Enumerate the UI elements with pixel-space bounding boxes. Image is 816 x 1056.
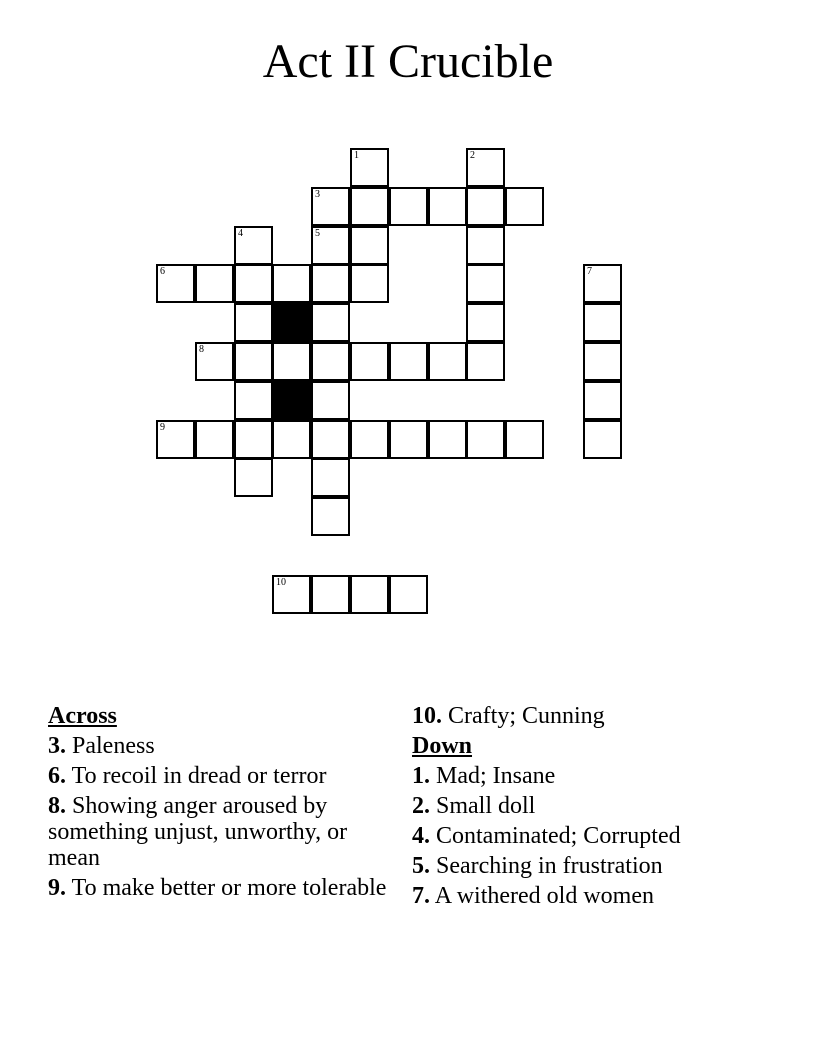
grid-cell[interactable]: [350, 148, 389, 187]
clue-number: 6.: [48, 763, 66, 789]
grid-cell[interactable]: [234, 381, 273, 420]
grid-cell[interactable]: [272, 420, 311, 459]
grid-cell[interactable]: [311, 420, 350, 459]
clue-text: A withered old women: [434, 883, 654, 909]
clue-number: 3.: [48, 733, 66, 759]
cell-number: 2: [470, 150, 475, 161]
clue-number: 9.: [48, 875, 66, 901]
black-square: [272, 303, 311, 342]
across-heading: Across: [48, 703, 117, 729]
grid-cell[interactable]: [272, 575, 311, 614]
grid-cell[interactable]: [311, 381, 350, 420]
clue-text: Searching in frustration: [436, 853, 663, 879]
grid-cell[interactable]: [156, 420, 195, 459]
grid-cell[interactable]: [505, 420, 544, 459]
clue-text: To make better or more tolerable: [71, 875, 387, 901]
grid-cell[interactable]: [234, 303, 273, 342]
down-clue-4: [412, 823, 772, 849]
cell-number: 10: [276, 577, 286, 588]
grid-cell[interactable]: [311, 187, 350, 226]
grid-cell[interactable]: [234, 342, 273, 381]
grid-cell[interactable]: [583, 303, 622, 342]
grid-cell[interactable]: [272, 264, 311, 303]
grid-cell[interactable]: [234, 226, 273, 265]
clue-text: Contaminated; Corrupted: [436, 823, 681, 849]
black-square: [272, 381, 311, 420]
grid-cell[interactable]: [583, 264, 622, 303]
grid-cell[interactable]: [195, 264, 234, 303]
across-clue-6: [48, 763, 398, 789]
across-clue-9: [48, 875, 398, 901]
grid-cell[interactable]: [350, 420, 389, 459]
clues-left-column: [48, 703, 398, 905]
grid-cell[interactable]: [311, 342, 350, 381]
grid-cell[interactable]: [350, 187, 389, 226]
clue-text: Showing anger aroused by something unjust, unworthy, or mean: [48, 793, 348, 871]
grid-cell[interactable]: [389, 187, 428, 226]
grid-cell[interactable]: [350, 342, 389, 381]
cell-number: 3: [315, 189, 320, 200]
grid-cell[interactable]: [389, 420, 428, 459]
grid-cell[interactable]: [466, 303, 505, 342]
cell-number: 6: [160, 266, 165, 277]
clue-number: 1.: [412, 763, 430, 789]
grid-cell[interactable]: [195, 342, 234, 381]
cell-number: 5: [315, 228, 320, 239]
clue-number: 10.: [412, 703, 442, 729]
clue-text: Paleness: [72, 733, 155, 759]
grid-cell[interactable]: [234, 264, 273, 303]
grid-cell[interactable]: [195, 420, 234, 459]
grid-cell[interactable]: [428, 420, 467, 459]
grid-cell[interactable]: [234, 420, 273, 459]
grid-cell[interactable]: [350, 264, 389, 303]
grid-cell[interactable]: [466, 420, 505, 459]
grid-cell[interactable]: [505, 187, 544, 226]
clue-text: Mad; Insane: [436, 763, 556, 789]
grid-cell[interactable]: [389, 342, 428, 381]
grid-cell[interactable]: [311, 458, 350, 497]
grid-cell[interactable]: [311, 575, 350, 614]
grid-cell[interactable]: [466, 264, 505, 303]
grid-cell[interactable]: [389, 575, 428, 614]
cell-number: 8: [199, 344, 204, 355]
grid-cell[interactable]: [428, 187, 467, 226]
clues-right-column: [412, 703, 772, 913]
cell-number: 7: [587, 266, 592, 277]
clue-number: 7.: [412, 883, 430, 909]
down-clue-1: [412, 763, 772, 789]
across-clue-10: [412, 703, 772, 729]
clue-number: 5.: [412, 853, 430, 879]
grid-cell[interactable]: [311, 497, 350, 536]
across-clue-3: [48, 733, 398, 759]
grid-cell[interactable]: [350, 226, 389, 265]
grid-cell[interactable]: [428, 342, 467, 381]
grid-cell[interactable]: [311, 303, 350, 342]
clue-text: Crafty; Cunning: [448, 703, 605, 729]
grid-cell[interactable]: [466, 187, 505, 226]
clue-text: To recoil in dread or terror: [71, 763, 327, 789]
grid-cell[interactable]: [466, 148, 505, 187]
grid-cell[interactable]: [311, 264, 350, 303]
cell-number: 1: [354, 150, 359, 161]
grid-cell[interactable]: [583, 342, 622, 381]
clue-number: 4.: [412, 823, 430, 849]
grid-cell[interactable]: [350, 575, 389, 614]
grid-cell[interactable]: [234, 458, 273, 497]
grid-cell[interactable]: [156, 264, 195, 303]
clue-number: 2.: [412, 793, 430, 819]
grid-cell[interactable]: [311, 226, 350, 265]
puzzle-title: Act II Crucible: [262, 35, 554, 88]
down-heading: Down: [412, 733, 473, 759]
grid-cell[interactable]: [466, 342, 505, 381]
cell-number: 4: [238, 228, 243, 239]
clue-number: 8.: [48, 793, 66, 819]
cell-number: 9: [160, 422, 165, 433]
across-clue-8: [48, 793, 398, 871]
down-clue-5: [412, 853, 772, 879]
grid-cell[interactable]: [272, 342, 311, 381]
grid-cell[interactable]: [583, 381, 622, 420]
down-clue-2: [412, 793, 772, 819]
clue-text: Small doll: [436, 793, 536, 819]
grid-cell[interactable]: [583, 420, 622, 459]
down-clue-7: [412, 883, 772, 909]
grid-cell[interactable]: [466, 226, 505, 265]
